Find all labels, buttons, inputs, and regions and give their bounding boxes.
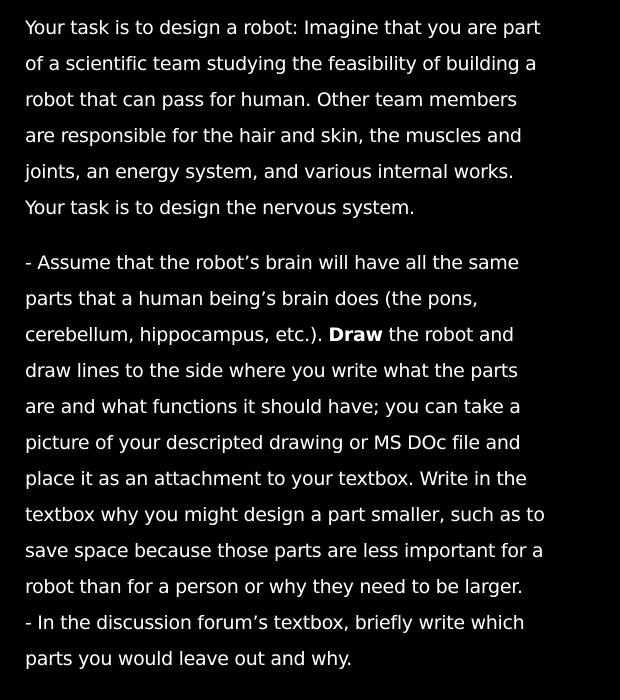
text-line: are and what functions it should have; you can take a [25,396,521,418]
text-segment: cerebellum, hippocampus, etc.). [25,324,329,346]
text-line: Your task is to design the nervous system. [25,197,415,219]
text-line: - In the discussion forum’s textbox, briefly write which [25,612,525,634]
paragraph-spacer [25,226,605,245]
text-line: are responsible for the hair and skin, the muscles and [25,125,522,147]
text-line: of a scientific team studying the feasibility of building a [25,53,537,75]
text-line: parts that a human being’s brain does (the pons, [25,288,478,310]
text-line-with-emphasis [25,317,605,353]
text-line: picture of your descripted drawing or MS DOc file and [25,432,521,454]
text-line: robot that can pass for human. Other team members [25,89,517,111]
text-segment: the robot and [382,324,514,346]
text-line: save space because those parts are less important for a [25,540,544,562]
text-line: place it as an attachment to your textbox. Write in the [25,468,527,490]
text-line: joints, an energy system, and various internal works. [25,161,514,183]
text-line: textbox why you might design a part smaller, such as to [25,504,545,526]
text-line: - Assume that the robot’s brain will have all the same [25,252,519,274]
text-line: draw lines to the side where you write what the parts [25,360,518,382]
paragraph-instructions [25,245,605,677]
assignment-text [25,10,605,677]
text-line: robot than for a person or why they need to be larger. [25,576,523,598]
text-line: parts you would leave out and why. [25,648,352,670]
text-line: Your task is to design a robot: Imagine that you are part [25,17,541,39]
emphasis-draw: Draw [328,324,383,346]
paragraph-task-intro [25,10,605,226]
